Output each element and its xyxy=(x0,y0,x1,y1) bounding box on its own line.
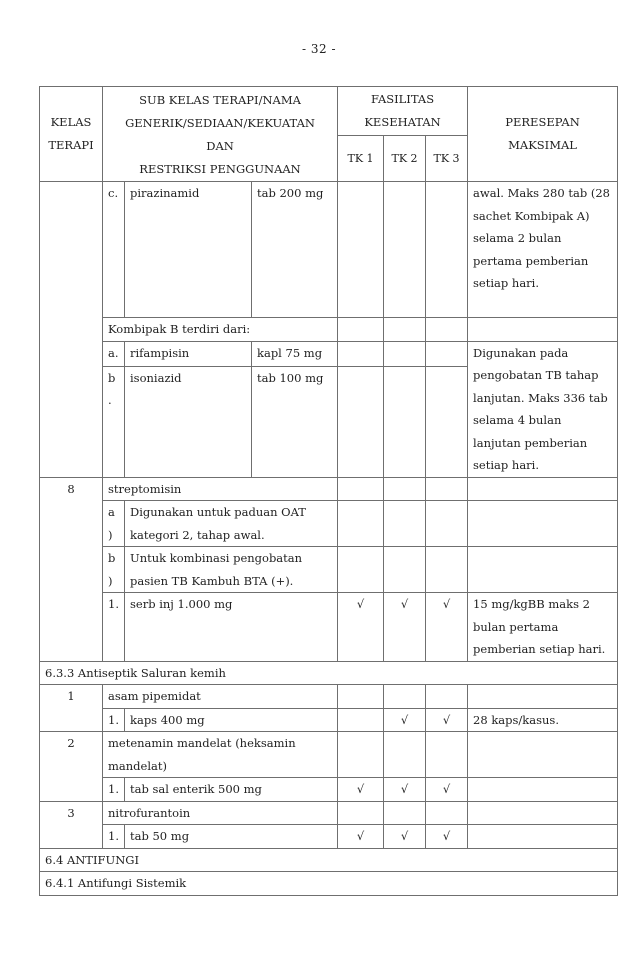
tk2-cell xyxy=(384,685,426,709)
table-row xyxy=(40,661,618,685)
row-num: 1. xyxy=(103,708,125,732)
drug-group-name: streptomisin xyxy=(103,477,338,501)
table-row xyxy=(40,593,618,662)
formulary-table xyxy=(39,86,618,896)
restriction-text: Untuk kombinasi pengobatan pasien TB Kambuh BTA (+). xyxy=(125,547,338,593)
tk1-cell xyxy=(338,318,384,342)
tk2-cell xyxy=(384,477,426,501)
drug-dose: tab 50 mg xyxy=(125,825,338,849)
peresepan-note xyxy=(468,318,618,342)
header-kelas-terapi xyxy=(40,87,103,182)
tk1-check: √ xyxy=(338,825,384,849)
header-sub-kelas-line-1: SUB KELAS TERAPI/NAMA xyxy=(139,93,301,107)
section-heading: 6.3.3 Antiseptik Saluran kemih xyxy=(40,661,618,685)
header-fasilitas-line-1: FASILITAS xyxy=(370,91,435,106)
table-row xyxy=(40,732,618,778)
tk1-cell xyxy=(338,547,384,593)
tk2-cell xyxy=(384,801,426,825)
drug-dose: kaps 400 mg xyxy=(125,708,338,732)
peresepan-note: Digunakan pada pengobatan TB tahap lanjutan. Maks 336 tab selama 4 bulan lanjutan pemberian setiap hari. xyxy=(468,341,618,477)
header-tk3: TK 3 xyxy=(426,135,468,181)
restriction-text: Digunakan untuk paduan OAT kategori 2, tahap awal. xyxy=(125,501,338,547)
table-row xyxy=(40,801,618,825)
tk1-cell xyxy=(338,477,384,501)
section-heading: 6.4.1 Antifungi Sistemik xyxy=(40,872,618,896)
drug-name: pirazinamid xyxy=(125,182,252,318)
peresepan-note: awal. Maks 280 tab (28 sachet Kombipak A) selama 2 bulan pertama pemberian setiap hari. xyxy=(468,182,618,318)
kelas-terapi-cell xyxy=(40,182,103,478)
tk1-cell xyxy=(338,366,384,477)
drug-name: isoniazid xyxy=(125,366,252,477)
peresepan-note xyxy=(468,801,618,825)
tk3-cell xyxy=(426,801,468,825)
peresepan-note xyxy=(468,685,618,709)
row-number: 2 xyxy=(40,732,103,802)
tk3-cell xyxy=(426,732,468,778)
tk1-check xyxy=(338,708,384,732)
drug-dose: kapl 75 mg xyxy=(252,341,338,366)
tk3-cell xyxy=(426,341,468,366)
tk1-cell xyxy=(338,685,384,709)
kombipak-b-label: Kombipak B terdiri dari: xyxy=(103,318,338,342)
header-fasilitas xyxy=(338,87,468,136)
table-row xyxy=(40,547,618,593)
tk2-cell xyxy=(384,732,426,778)
table-header-row-1 xyxy=(40,87,618,136)
tk2-check: √ xyxy=(384,778,426,802)
header-peresepan-line-1: PERESEPAN xyxy=(505,115,580,129)
header-sub-kelas-line-3: DAN xyxy=(206,139,234,153)
row-number: 1 xyxy=(40,685,103,732)
peresepan-note: 28 kaps/kasus. xyxy=(468,708,618,732)
peresepan-note xyxy=(468,732,618,778)
tk2-cell xyxy=(384,341,426,366)
table-row xyxy=(40,848,618,872)
drug-group-name: nitrofurantoin xyxy=(103,801,338,825)
page-number: - 32 - xyxy=(301,42,336,56)
tk3-cell xyxy=(426,318,468,342)
row-num: a. xyxy=(103,341,125,366)
header-tk1: TK 1 xyxy=(338,135,384,181)
header-sub-kelas xyxy=(103,87,338,182)
tk3-cell xyxy=(426,685,468,709)
tk2-cell xyxy=(384,547,426,593)
tk1-check: √ xyxy=(338,778,384,802)
drug-dose: tab 200 mg xyxy=(252,182,338,318)
peresepan-note xyxy=(468,778,618,802)
row-num: 1. xyxy=(103,825,125,849)
tk1-cell xyxy=(338,341,384,366)
table-row xyxy=(40,341,618,366)
header-tk2: TK 2 xyxy=(384,135,426,181)
drug-dose: tab sal enterik 500 mg xyxy=(125,778,338,802)
row-num: c. xyxy=(103,182,125,318)
drug-group-name: metenamin mandelat (heksamin mandelat) xyxy=(103,732,338,778)
header-sub-kelas-line-4: RESTRIKSI PENGGUNAAN xyxy=(139,162,301,176)
peresepan-note: 15 mg/kgBB maks 2 bulan pertama pemberian setiap hari. xyxy=(468,593,618,662)
tk3-check: √ xyxy=(426,708,468,732)
tk3-cell xyxy=(426,182,468,318)
row-num: b. xyxy=(103,366,125,477)
peresepan-note xyxy=(468,547,618,593)
peresepan-note xyxy=(468,501,618,547)
tk2-check: √ xyxy=(384,708,426,732)
table-row xyxy=(40,778,618,802)
tk2-cell xyxy=(384,501,426,547)
row-num: 1. xyxy=(103,778,125,802)
row-num: a) xyxy=(103,501,125,547)
table-row xyxy=(40,685,618,709)
header-kelas-label: KELAS xyxy=(50,115,92,129)
tk3-cell xyxy=(426,477,468,501)
peresepan-note xyxy=(468,825,618,849)
tk3-cell xyxy=(426,501,468,547)
drug-dose: tab 100 mg xyxy=(252,366,338,477)
tk1-cell xyxy=(338,801,384,825)
header-peresepan-line-2: MAKSIMAL xyxy=(508,138,577,152)
header-fasilitas-line-2: KESEHATAN xyxy=(364,114,441,129)
section-heading: 6.4 ANTIFUNGI xyxy=(40,848,618,872)
tk3-check: √ xyxy=(426,825,468,849)
row-number: 8 xyxy=(40,477,103,661)
drug-dose: serb inj 1.000 mg xyxy=(125,593,338,662)
tk1-cell xyxy=(338,501,384,547)
tk1-check: √ xyxy=(338,593,384,662)
tk2-check: √ xyxy=(384,593,426,662)
header-terapi-label: TERAPI xyxy=(48,138,94,152)
table-row xyxy=(40,318,618,342)
tk1-cell xyxy=(338,732,384,778)
table-row xyxy=(40,708,618,732)
drug-group-name: asam pipemidat xyxy=(103,685,338,709)
row-num: 1. xyxy=(103,593,125,662)
tk1-cell xyxy=(338,182,384,318)
tk2-cell xyxy=(384,366,426,477)
tk3-cell xyxy=(426,547,468,593)
tk2-check: √ xyxy=(384,825,426,849)
peresepan-note xyxy=(468,477,618,501)
header-sub-kelas-line-2: GENERIK/SEDIAAN/KEKUATAN xyxy=(125,116,315,130)
row-number: 3 xyxy=(40,801,103,848)
tk3-check: √ xyxy=(426,778,468,802)
table-row xyxy=(40,872,618,896)
drug-name: rifampisin xyxy=(125,341,252,366)
table-row xyxy=(40,825,618,849)
tk3-check: √ xyxy=(426,593,468,662)
header-peresepan xyxy=(468,87,618,182)
tk2-cell xyxy=(384,182,426,318)
tk3-cell xyxy=(426,366,468,477)
table-row xyxy=(40,501,618,547)
table-row xyxy=(40,182,618,318)
tk2-cell xyxy=(384,318,426,342)
row-num: b) xyxy=(103,547,125,593)
table-row xyxy=(40,477,618,501)
